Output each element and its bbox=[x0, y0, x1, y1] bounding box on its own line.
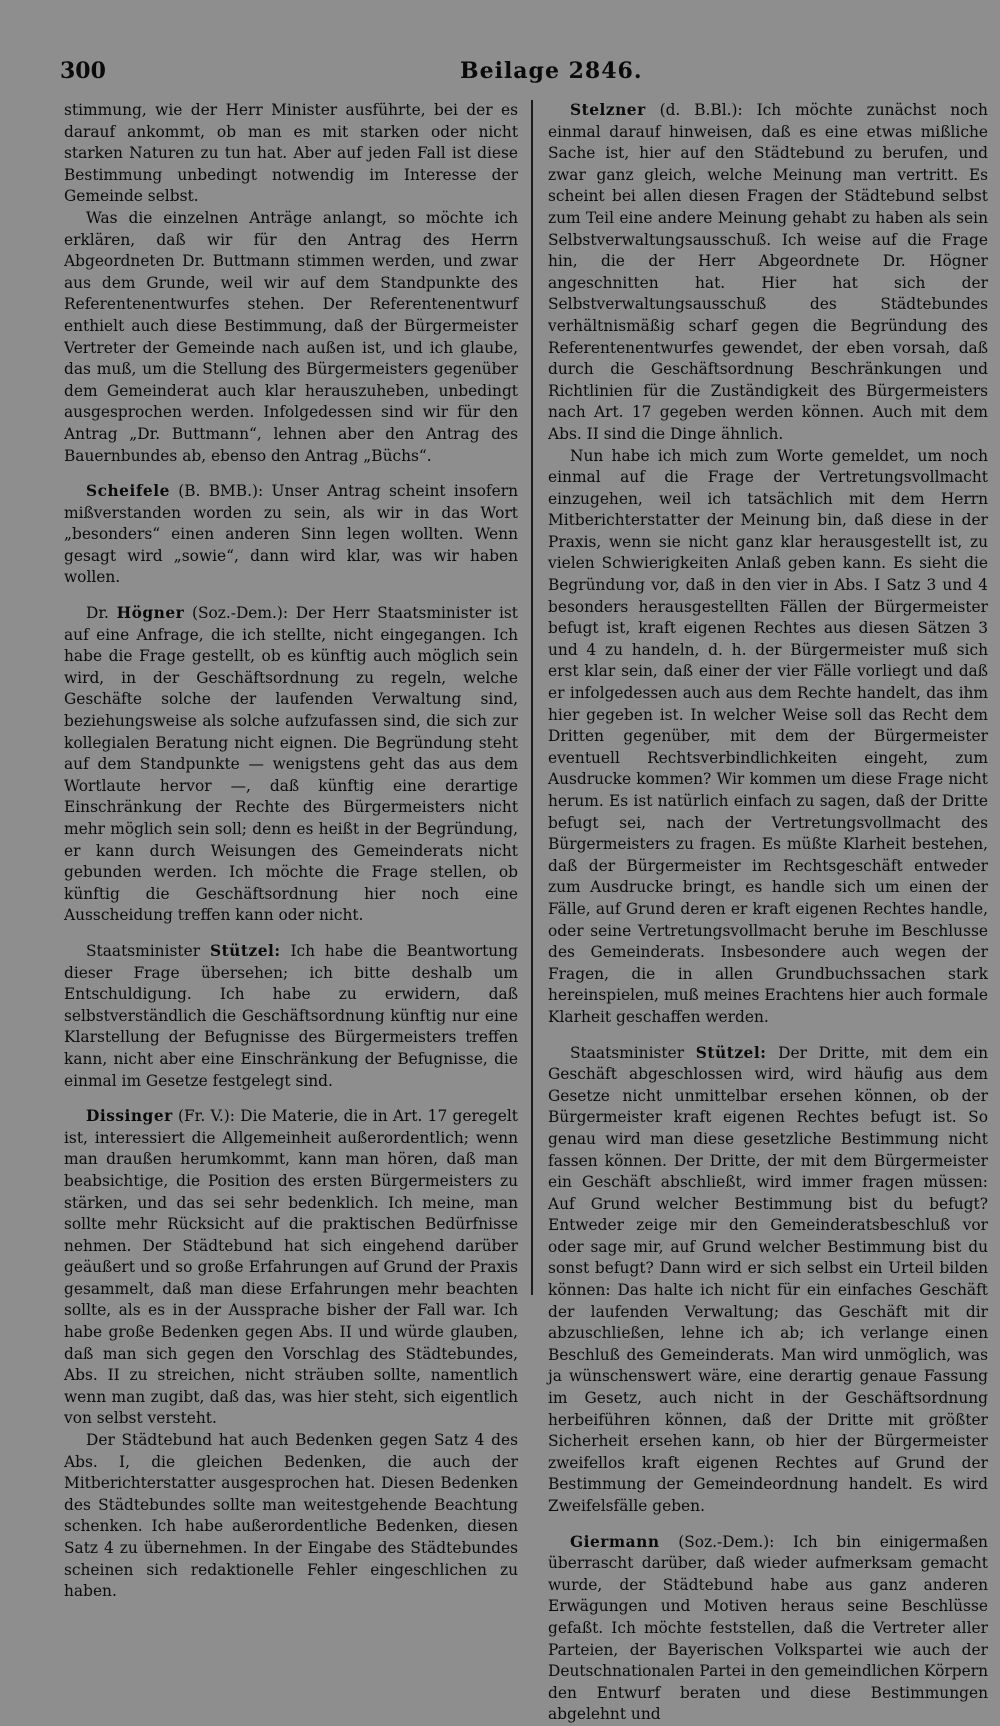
speaker-title: Staatsminister bbox=[570, 1043, 685, 1062]
speech-stuetzel-1 bbox=[64, 941, 518, 1092]
speaker-name: Stützel: bbox=[209, 941, 281, 960]
speaker-party: (d. B.Bl.): bbox=[659, 101, 743, 119]
speech-text: Ich habe die Beantwortung dieser Frage übersehen; ich bitte deshalb um Entschuldigung. Ich habe zu erwidern, daß selbstverständlich die Geschäftsordnung künftig nur eine Klarstellung der Befugnisse des Bürgermeisters treffen kann, nicht aber eine Einschränkung der Befugnisse, die einmal im Gesetze festgelegt sind. bbox=[64, 941, 518, 1090]
speech-scheifele bbox=[64, 481, 518, 589]
speech-paragraph bbox=[548, 100, 988, 446]
speech-text: Die Materie, die in Art. 17 geregelt ist, interessiert die Allgemeinheit außerordentlich; wenn man draußen herumkommt, kann man hören, daß man beabsichtige, die Position des ersten Bürgermeisters zu stärken, und das sei sehr bedenklich. Ich meine, man sollte mehr Rücksicht auf die praktischen Bedürfnisse nehmen. Der Städtebund hat sich eingehend darüber geäußert und so große Erfahrungen auf Grund der Praxis gesammelt, daß man diese Erfahrungen mehr beachten sollte, als es in der Aussprache bisher der Fall war. Ich habe große Bedenken gegen Abs. II und würde glauben, daß man sich gegen den Vorschlag des Städtebundes, Abs. II zu streichen, nicht sträuben sollte, namentlich wenn man zugibt, daß das, was hier steht, sich eigentlich von selbst versteht. bbox=[64, 1107, 518, 1428]
speaker-title: Dr. bbox=[86, 604, 109, 623]
speech-paragraph bbox=[64, 481, 518, 589]
body-paragraph: stimmung, wie der Herr Minister ausführte, bei der es darauf ankommt, ob man es mit starken oder nicht starken Naturen zu tun hat. Aber auf jeden Fall ist diese Bestimmung unbedingt notwendig im Interesse der Gemeinde selbst. bbox=[64, 101, 518, 206]
speech-paragraph bbox=[548, 1532, 988, 1726]
speech-hoegner bbox=[64, 603, 518, 927]
speech-text: Der Dritte, mit dem ein Geschäft abgeschlossen wird, wird häufig aus dem Gesetze nicht unmittelbar ersehen können, ob der Bürgermeister kraft eigenen Rechtes befugt ist. So genau wird man diese gesetzliche Bestimmung nicht fassen können. Der Dritte, der mit dem Bürgermeister ein Geschäft abschließt, wird immer fragen müssen: Auf Grund welcher Bestimmung bist du befugt? Entweder zeige mir den Gemeinderatsbeschluß vor oder sage mir, auf Grund welcher Bestimmung bist du sonst befugt? Dann wird er sich selbst ein Urteil bilden können: Das halte ich nicht für ein einfaches Geschäft der laufenden Verwaltung; das Geschäft mit dir abzuschließen, lehne ich ab; ich verlange einen Beschluß des Gemeinderats. Man wird unmöglich, was ja wünschenswert wäre, eine derartig genaue Fassung im Gesetz, auch nicht in der Geschäftsordnung herbeiführen können, daß der Dritte mit größter Sicherheit ersehen kann, ob hier der Bürgermeister zweifellos kraft eigenen Rechtes auf Grund der Bestimmung der Gemeindeordnung handelt. Es wird Zweifelsfälle geben. bbox=[548, 1043, 988, 1515]
speech-dissinger bbox=[64, 1106, 518, 1603]
speech-text: Ich bin einigermaßen überrascht darüber, daß wieder aufmerksam gemacht wurde, der Städtebund habe aus ganz anderen Erwägungen und Motiven heraus seine Beschlüsse gefaßt. Ich möchte feststellen, daß die Vertreter aller Parteien, der Bayerischen Volkspartei wie auch der Deutschnationalen Partei in den gemeindlichen Körpern den Entwurf beraten und diese Bestimmungen abgelehnt und bbox=[548, 1532, 988, 1724]
speech-paragraph bbox=[64, 941, 518, 1092]
right-column bbox=[548, 100, 988, 1726]
left-column bbox=[64, 100, 518, 1603]
body-paragraph: Was die einzelnen Anträge anlangt, so möchte ich erklären, daß wir für den Antrag des Herrn Abgeordneten Dr. Buttmann stimmen werden, und zwar aus dem Grunde, weil wir auf dem Standpunkte des Referentenentwurfes stehen. Der Referentenentwurf enthielt auch diese Bestimmung, daß der Bürgermeister Vertreter der Gemeinde nach außen ist, und ich glaube, das muß, um die Stellung des Bürgermeisters gegenüber dem Gemeinderat auch klar herauszuheben, unbedingt ausgesprochen werden. Infolgedessen sind wir für den Antrag „Dr. Buttmann“, lehnen aber den Antrag des Bauernbundes ab, ebenso den Antrag „Büchs“. bbox=[64, 208, 518, 465]
speech-stelzner bbox=[548, 100, 988, 1029]
speaker-party: (B. BMB.): bbox=[178, 482, 264, 501]
page-number: 300 bbox=[60, 58, 106, 84]
speech-paragraph: Der Städtebund hat auch Bedenken gegen Satz 4 des Abs. I, die gleichen Bedenken, die auch der Mitberichterstatter ausgesprochen hat. Diesen Bedenken des Städtebundes sollte man weitestgehende Beachtung schenken. Ich habe außerordentliche Bedenken, diesen Satz 4 zu übernehmen. In der Eingabe des Städtebundes scheinen sich redaktionelle Fehler eingeschlichen zu haben. bbox=[64, 1431, 518, 1601]
speaker-name: Scheifele bbox=[86, 482, 170, 501]
speech-giermann bbox=[548, 1532, 988, 1726]
speaker-name: Stützel: bbox=[695, 1043, 767, 1062]
column-divider bbox=[531, 100, 533, 1295]
running-title: Beilage 2846. bbox=[460, 58, 643, 84]
speaker-name: Högner bbox=[116, 604, 185, 623]
speaker-name: Giermann bbox=[570, 1532, 660, 1551]
speech-paragraph bbox=[548, 1043, 988, 1518]
speech-text: Ich möchte zunächst noch einmal darauf hinweisen, daß es eine etwas mißliche Sache ist, hier auf den Städtebund zu berufen, und zwar ganz gleich, welche Meinung man vertritt. Es scheint bei allen diesen Fragen der Städtebund selbst zum Teil eine andere Meinung gehabt zu haben als sein Selbstverwaltungsausschuß. Ich weise auf die Frage hin, die der Herr Abgeordnete Dr. Högner angeschnitten hat. Hier hat sich der Selbstverwaltungsausschuß des Städtebundes verhältnismäßig scharf gegen die Begründung des Referentenentwurfes gewendet, der eben vorsah, daß durch die Geschäftsordnung Beschränkungen und Richtlinien für die Zuständigkeit des Bürgermeisters nach Art. 17 gegeben werden können. Auch mit dem Abs. II sind die Dinge ähnlich. bbox=[548, 101, 988, 443]
speech-paragraph bbox=[64, 1106, 518, 1430]
speaker-party: (Soz.-Dem.): bbox=[191, 604, 289, 623]
speaker-name: Dissinger bbox=[86, 1107, 173, 1126]
speech-stuetzel-2 bbox=[548, 1043, 988, 1518]
speaker-name: Stelzner bbox=[570, 101, 646, 119]
page-header bbox=[60, 58, 940, 92]
speech-paragraph: Nun habe ich mich zum Worte gemeldet, um noch einmal auf die Frage der Vertretungsvollmacht einzugehen, weil ich tatsächlich mit dem Herrn Mitberichterstatter der Meinung bin, daß diese in der Praxis, wenn sie nicht ganz klar herausgestellt ist, zu vielen Schwierigkeiten Anlaß geben kann. Es sieht die Begründung vor, daß in den vier in Abs. I Satz 3 und 4 besonders herausgestellten Fällen der Bürgermeister befugt ist, kraft eigenen Rechtes aus diesen Sätzen 3 und 4 zu handeln, d. h. der Bürgermeister muß sich erst klar sein, daß einer der vier Fälle vorliegt und daß er infolgedessen auch aus dem Rechte handelt, das ihm hier gegeben ist. In welcher Weise soll das Recht dem Dritten gegenüber, mit dem der Bürgermeister eventuell Rechtsverbindlichkeiten eingeht, zum Ausdrucke kommen? Wir kommen um diese Frage nicht herum. Es ist natürlich einfach zu sagen, daß der Dritte befugt sei, nach der Vertretungsvollmacht des Bürgermeisters zu fragen. Es müßte Klarheit bestehen, daß der Bürgermeister im Rechtsgeschäft entweder zum Ausdrucke bringt, es handle sich um einen der Fälle, auf Grund deren er kraft eigenen Rechtes handle, oder seine Vertretungsvollmacht beruhe im Beschlusse des Gemeinderats. Insbesondere auch wegen der Fragen, die in allen Grundbuchssachen stark hereinspielen, muß meines Erachtens hier auch formale Klarheit geschaffen werden. bbox=[548, 446, 988, 1026]
speech-text: Der Herr Staatsminister ist auf eine Anfrage, die ich stellte, nicht eingegangen. Ich habe die Frage gestellt, ob es künftig auch möglich sein wird, in der Geschäftsordnung zu regeln, welche Geschäfte solche der laufenden Verwaltung sind, beziehungsweise als solche aufzufassen sind, die sich zur kollegialen Beratung nicht eignen. Die Begründung steht auf dem Standpunkte — wenigstens geht das aus dem Wortlaute hervor —, daß künftig eine derartige Einschränkung der Rechte des Bürgermeisters nicht mehr möglich sein soll; denn es heißt in der Begründung, er kann durch Weisungen des Gemeinderats nicht gebunden werden. Ich möchte die Frage stellen, ob künftig die Geschäftsordnung hier noch eine Ausscheidung treffen kann oder nicht. bbox=[64, 604, 518, 925]
speech-text: Unser Antrag scheint insofern mißverstanden worden zu sein, als wir in das Wort „besonders“ einen anderen Sinn legen wollten. Wenn gesagt wird „sowie“, dann wird klar, was wir haben wollen. bbox=[64, 482, 518, 587]
speaker-party: (Fr. V.): bbox=[178, 1107, 235, 1126]
speaker-title: Staatsminister bbox=[86, 941, 201, 960]
speaker-party: (Soz.-Dem.): bbox=[678, 1532, 775, 1551]
speech-paragraph bbox=[64, 603, 518, 927]
